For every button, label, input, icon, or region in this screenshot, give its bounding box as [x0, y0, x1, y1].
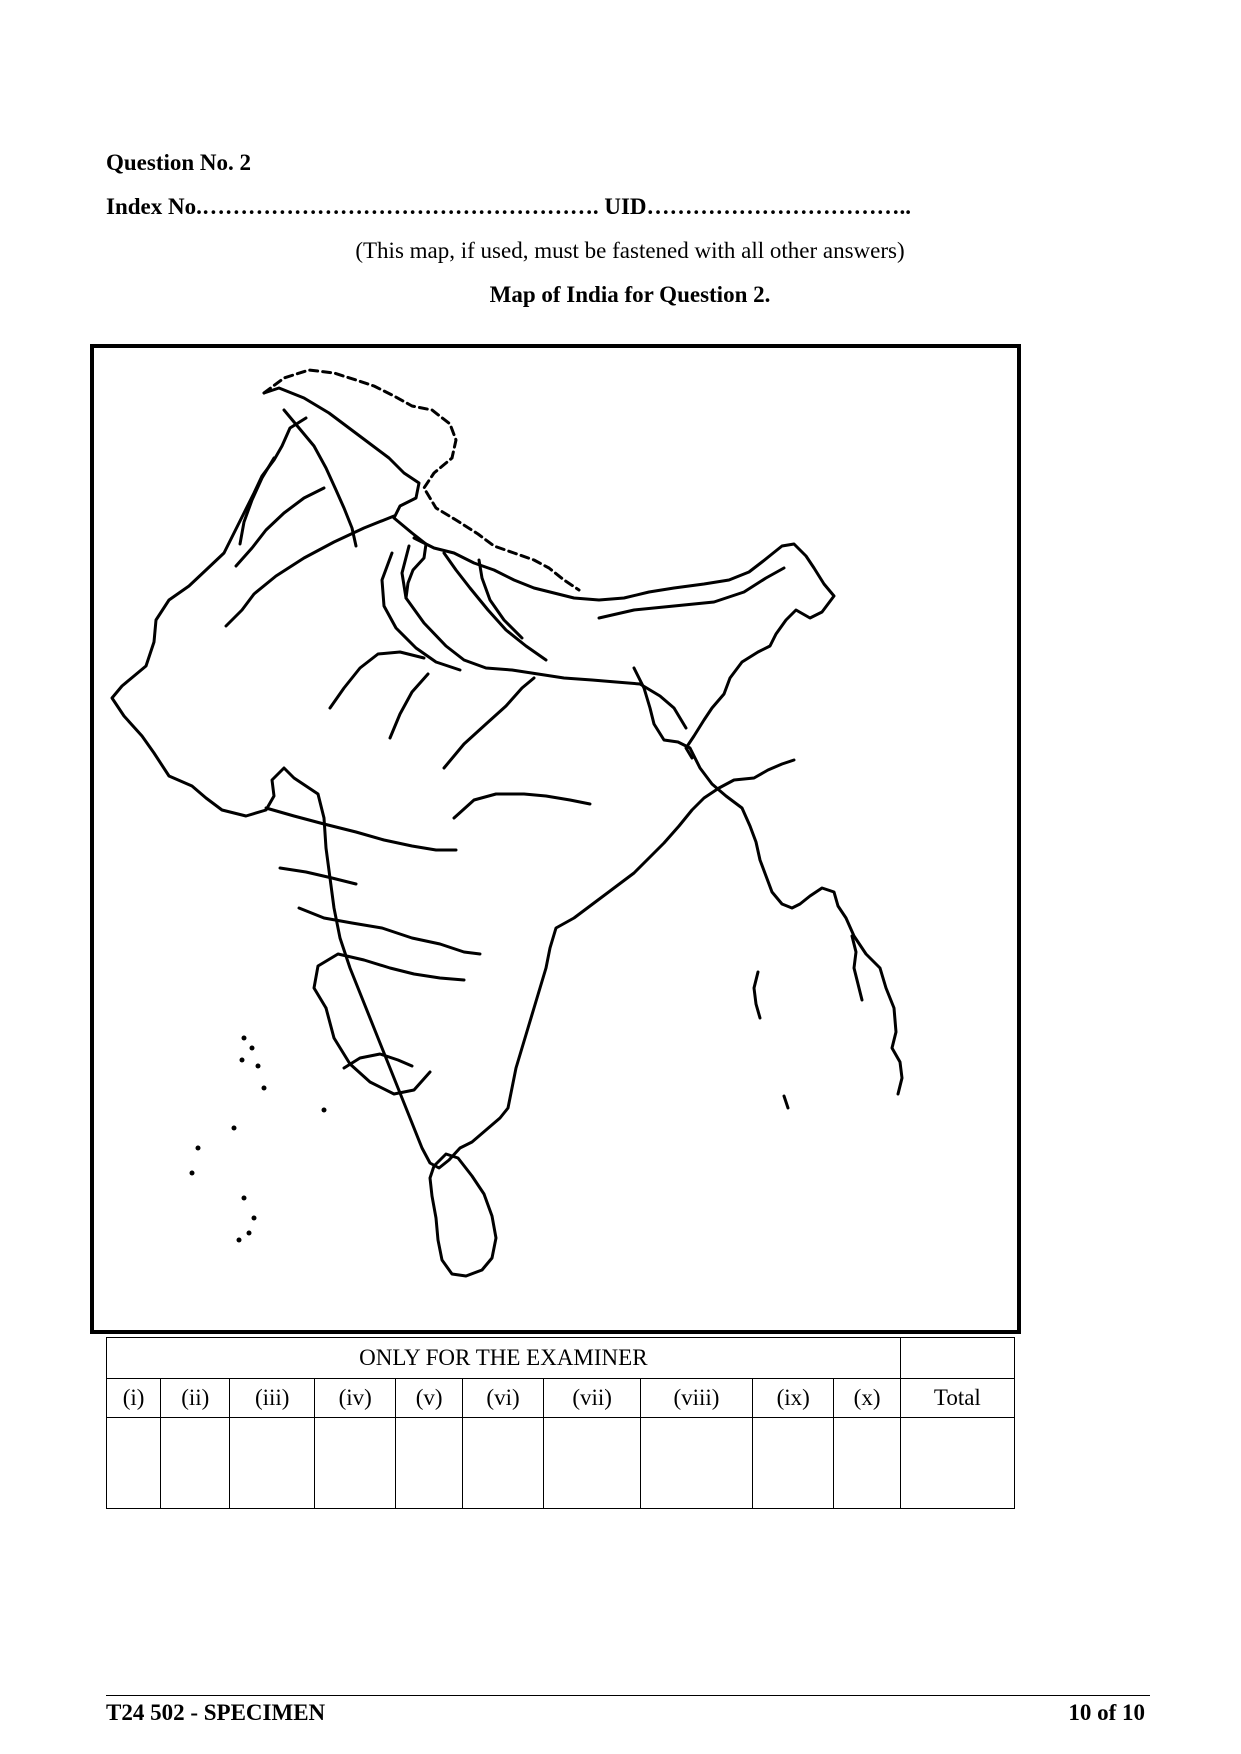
marks-cell[interactable]	[396, 1418, 462, 1509]
river-jhelum	[240, 458, 274, 544]
examiner-table-heading-blank	[900, 1338, 1014, 1379]
column-label: (x)	[834, 1379, 900, 1418]
footer-page-number: 10 of 10	[1068, 1700, 1145, 1725]
river-son	[444, 678, 534, 768]
column-label: (iii)	[230, 1379, 315, 1418]
india-outline-map-drawing	[94, 348, 1021, 1334]
lakshadweep-islands	[190, 1036, 327, 1243]
footer-divider	[106, 1695, 1150, 1696]
column-label: (viii)	[640, 1379, 752, 1418]
index-uid-line: Index No.……………………………………………. UID……………………………..	[106, 194, 912, 219]
marks-cell-total[interactable]	[900, 1418, 1014, 1509]
river-betwa	[390, 674, 428, 738]
andaman-nicobar-islands	[754, 936, 862, 1108]
river-tapi	[280, 868, 356, 884]
river-ganga	[402, 546, 686, 728]
column-label-total: Total	[900, 1379, 1014, 1418]
column-label: (ix)	[752, 1379, 834, 1418]
column-label: (i)	[107, 1379, 161, 1418]
marks-cell[interactable]	[462, 1418, 544, 1509]
outline-map-of-india	[90, 344, 1021, 1334]
column-label: (iv)	[314, 1379, 396, 1418]
marks-cell[interactable]	[544, 1418, 641, 1509]
examiner-marks-row	[107, 1418, 1015, 1509]
river-brahmaputra	[599, 568, 784, 618]
river-chambal	[330, 652, 424, 708]
marks-cell[interactable]	[314, 1418, 396, 1509]
marks-cell[interactable]	[834, 1418, 900, 1509]
examiner-table-heading: ONLY FOR THE EXAMINER	[107, 1338, 901, 1379]
column-label: (vi)	[462, 1379, 544, 1418]
map-instruction-note: (This map, if used, must be fastened with all other answers)	[355, 238, 905, 263]
column-label: (v)	[396, 1379, 462, 1418]
river-narmada	[266, 808, 456, 850]
marks-cell[interactable]	[230, 1418, 315, 1509]
river-mahanadi	[454, 794, 590, 818]
examiner-marks-table	[106, 1337, 1015, 1509]
examiner-column-labels	[107, 1379, 1015, 1418]
india-outline-east-coast	[634, 668, 902, 1094]
marks-cell[interactable]	[752, 1418, 834, 1509]
marks-cell[interactable]	[640, 1418, 752, 1509]
question-number: Question No. 2	[106, 150, 252, 175]
footer-paper-code: T24 502 - SPECIMEN	[106, 1700, 326, 1725]
deccan-internal-boundary	[326, 1008, 430, 1094]
river-sutlej	[226, 516, 394, 626]
map-title: Map of India for Question 2.	[489, 282, 771, 307]
river-indus	[284, 410, 356, 546]
column-label: (vii)	[544, 1379, 641, 1418]
india-outline-west-coast	[112, 388, 794, 1168]
marks-cell[interactable]	[161, 1418, 230, 1509]
river-krishna	[314, 954, 464, 1008]
sri-lanka-outline	[430, 1154, 496, 1276]
india-outline-himalaya-border	[414, 538, 834, 758]
marks-cell[interactable]	[107, 1418, 161, 1509]
column-label: (ii)	[161, 1379, 230, 1418]
river-godavari	[299, 908, 480, 954]
